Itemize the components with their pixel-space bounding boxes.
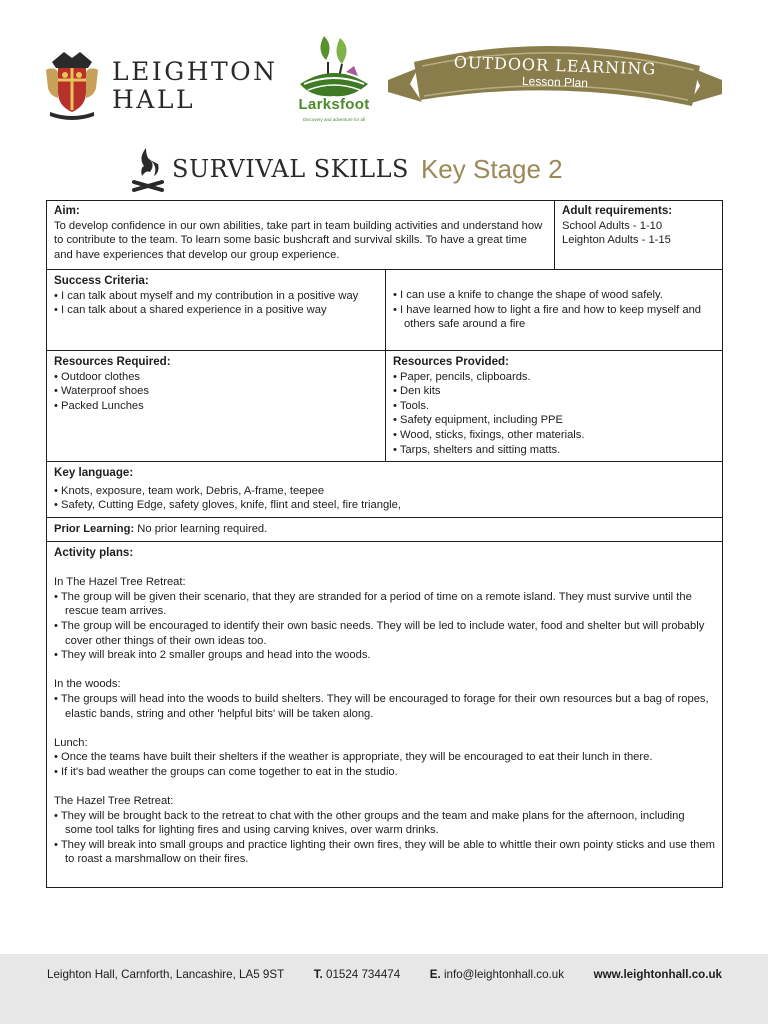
prior-learning-cell [47,518,722,541]
footer-email-label: E. [429,968,441,981]
success-criteria-row [47,269,722,350]
footer-phone-label: T. [313,968,323,981]
aim-text: To develop confidence in our own abilities, take part in team building activities and understand how to contribute to the team. To learn some basic bushcraft and survival skills. To have a great time and have experiences that develop our group experience. [54,219,543,261]
list-item: • Safety, Cutting Edge, safety gloves, knife, flint and steel, fire triangle, [54,498,715,513]
success-criteria-left-cell [47,270,385,350]
page-title [132,146,563,192]
list-item: • The group will be encouraged to identify their own basic needs. They will be led to include water, food and shelter but will probably cover other things of their own ideas too. [54,619,715,648]
list-item: • The groups will head into the woods to build shelters. They will be encouraged to forage for their own resources but a bag of ropes, elastic bands, string and other 'helpful bits' will be taken along. [54,692,715,721]
success-criteria-right-cell [385,270,722,350]
list-item: • Paper, pencils, clipboards. [393,370,715,385]
adult-requirement-leighton: Leighton Adults - 1-15 [562,234,671,247]
activity-plans-row [47,541,722,887]
footer-address: Leighton Hall, Carnforth, Lancashire, LA5 9ST [47,968,285,981]
adult-requirement-school: School Adults - 1-10 [562,219,663,232]
list-item: • Safety equipment, including PPE [393,413,715,428]
partner-tagline: Discovery and adventure for all [302,117,366,122]
brand-line-1: LEIGHTON [112,57,278,86]
resources-required-heading: Resources Required: [54,355,171,368]
resources-provided-cell [385,351,722,461]
activity-section-title: In the woods: [54,678,121,691]
aim-cell [47,201,554,269]
list-item: • They will be brought back to the retreat to chat with the other groups and the team and make plans for the afternoon, including some tool talks for lighting fires and using carving knives, over warm drinks. [54,809,715,838]
adult-requirements-cell [554,201,722,269]
list-item: • Outdoor clothes [54,370,378,385]
brand-line-2: HALL [112,85,196,114]
list-item: • Packed Lunches [54,399,378,414]
footer-phone-number: 01524 734474 [326,968,401,981]
key-language-row [47,461,722,517]
list-item: • Tools. [393,399,715,414]
footer-phone [314,968,400,981]
resources-row [47,350,722,461]
prior-learning-label: Prior Learning: [54,523,135,535]
coat-of-arms-icon [44,48,100,120]
footer [0,954,768,1024]
campfire-icon [132,146,164,192]
resources-provided-heading: Resources Provided: [393,355,509,368]
list-item: • Tarps, shelters and sitting matts. [393,443,715,458]
activity-section-title: The Hazel Tree Retreat: [54,795,174,808]
aim-row [47,201,722,269]
list-item: • The group will be given their scenario, that they are stranded for a period of time on a remote island. They must survive until the rescue team arrives. [54,590,715,619]
list-item: • Knots, exposure, team work, Debris, A-frame, teepee [54,484,715,499]
title-key-stage: Key Stage 2 [420,153,563,184]
ribbon-title: OUTDOOR LEARNING [453,52,657,79]
list-item: • Wood, sticks, fixings, other materials. [393,428,715,443]
list-item: • Waterproof shoes [54,384,378,399]
larksfoot-leaf-icon [294,32,374,128]
list-item: • Once the teams have built their shelters if the weather is appropriate, they will be encouraged to eat their lunch in there. [54,750,715,765]
key-language-heading: Key language: [54,466,134,479]
list-item: • I have learned how to light a fire and how to keep myself and others safe around a fire [393,303,715,332]
activity-plans-cell [47,542,722,887]
prior-learning-text: No prior learning required. [134,523,268,535]
footer-email [430,968,564,981]
list-item: • I can talk about myself and my contribution in a positive way [54,289,378,304]
adult-requirements-heading: Adult requirements: [562,204,673,217]
list-item: • If it's bad weather the groups can come together to eat in the studio. [54,765,715,780]
footer-email-address[interactable]: info@leightonhall.co.uk [443,968,565,981]
resources-required-cell [47,351,385,461]
aim-heading: Aim: [54,204,80,217]
success-criteria-heading: Success Criteria: [54,274,149,287]
activity-section-title: In The Hazel Tree Retreat: [54,576,186,589]
prior-learning-row [47,517,722,541]
ribbon-subtitle: Lesson Plan [521,73,589,91]
partner-name: Larksfoot [298,96,370,113]
list-item: • I can use a knife to change the shape of wood safely. [393,288,715,303]
footer-website-link[interactable]: www.leightonhall.co.uk [593,968,722,981]
activity-plans-heading: Activity plans: [54,546,134,559]
key-language-cell [47,462,722,517]
list-item: • Den kits [393,384,715,399]
lesson-plan-table [46,200,723,888]
list-item: • They will break into 2 smaller groups and head into the woods. [54,648,715,663]
list-item: • They will break into small groups and practice lighting their own fires, they will be able to whittle their own pointy sticks and use them to roast a marshmallow on their fires. [54,838,715,867]
brand-name [112,58,278,114]
activity-section-title: Lunch: [54,736,88,749]
list-item: • I can talk about a shared experience in a positive way [54,303,378,318]
title-main: SURVIVAL SKILLS [172,155,409,183]
